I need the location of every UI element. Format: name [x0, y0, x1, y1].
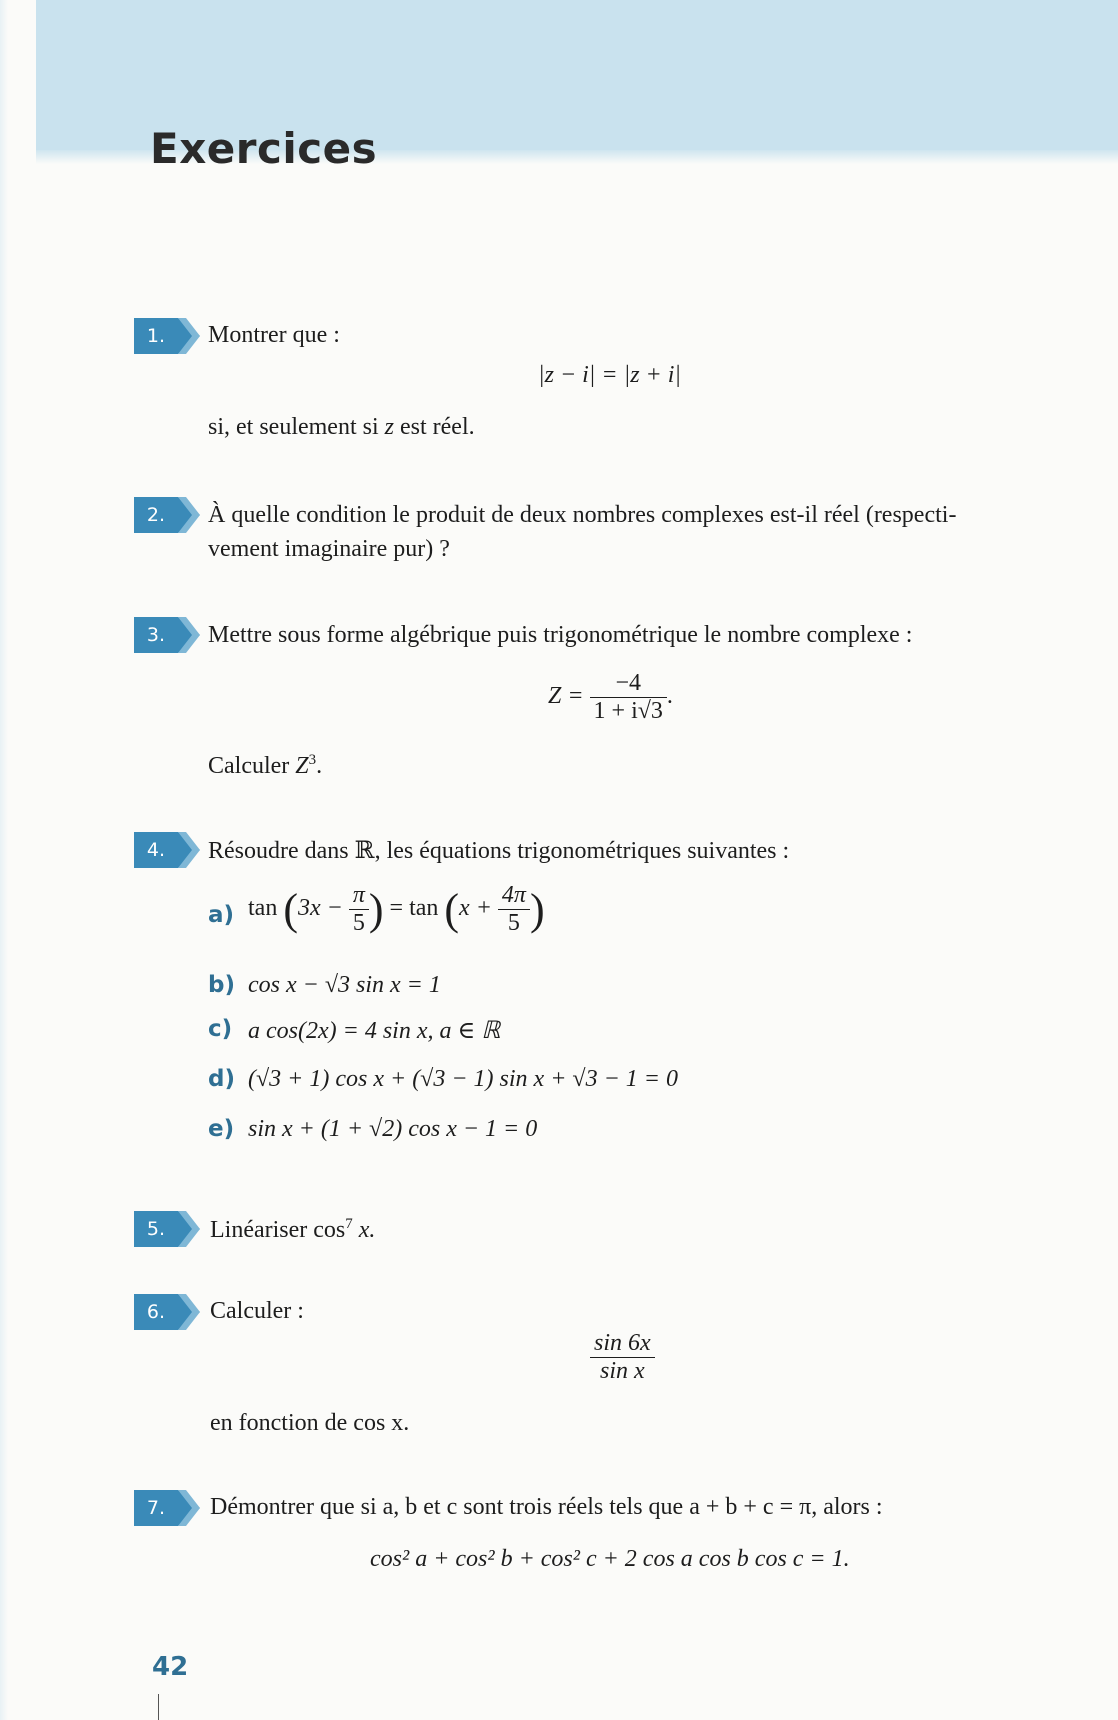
exercise-number: 5.: [146, 1218, 166, 1240]
exercise-5-text: Linéariser $\cos^7 x$.: [210, 1216, 376, 1243]
page-number-rule: [158, 1694, 159, 1720]
exercise-badge: [134, 1211, 200, 1247]
exercise-number: 4.: [146, 839, 166, 861]
exercise-number: 3.: [146, 624, 166, 646]
exercise-1-formula: |z − i| = |z + i|: [538, 362, 681, 388]
equation-d: (√3 + 1) cos x + (√3 − 1) sin x + √3 − 1 = 0: [248, 1066, 678, 1092]
exercise-badge: [134, 318, 200, 354]
exercise-2-line-1: À quelle condition le produit de deux nombres complexes est-il réel (respecti-: [208, 502, 957, 528]
page-title: Exercices: [150, 124, 378, 173]
exercise-number: 2.: [146, 504, 166, 526]
item-label: d): [208, 1066, 235, 1092]
exercise-badge: [134, 497, 200, 533]
page-edge-shade: [0, 0, 8, 1720]
exercise-3-formula: Z = $\frac{-4}{1 + i√3}$ .: [548, 670, 673, 724]
exercise-badge: [134, 1294, 200, 1330]
exercise-6-intro: Calculer :: [210, 1298, 304, 1324]
exercise-number: 7.: [146, 1497, 166, 1519]
exercise-7-intro: Démontrer que si a, b et c sont trois réels tels que a + b + c = π, alors :: [210, 1494, 883, 1520]
exercise-1-conclusion: si, et seulement si z est réel.: [208, 414, 475, 440]
exercise-badge: [134, 617, 200, 653]
item-label: e): [208, 1116, 235, 1142]
equation-b: cos x − √3 sin x = 1: [248, 972, 441, 998]
item-label: b): [208, 972, 235, 998]
exercise-number: 1.: [146, 325, 166, 347]
exercise-number: 6.: [146, 1301, 166, 1323]
exercise-3-question: Calculer $Z^3$.: [208, 752, 323, 779]
exercise-badge: [134, 1490, 200, 1526]
equation-c: a cos(2x) = 4 sin x, a ∈ ℝ: [248, 1018, 501, 1044]
exercise-6-conclusion: en fonction de cos x.: [210, 1410, 410, 1436]
item-label: c): [208, 1016, 233, 1042]
equation-a: tan (3x − $\frac{\pi}{5}$ ) = tan (x + $\frac{4\pi}{5}$ ): [248, 882, 545, 936]
exercise-2-line-2: vement imaginaire pur) ?: [208, 536, 450, 562]
exercise-7-formula: cos² a + cos² b + cos² c + 2 cos a cos b cos c = 1.: [370, 1546, 850, 1572]
exercise-badge: [134, 832, 200, 868]
exercise-6-formula: $\frac{\sin 6x}{\text{sin x}}$: [590, 1330, 655, 1385]
page-number: 42: [152, 1652, 189, 1682]
equation-e: sin x + (1 + √2) cos x − 1 = 0: [248, 1116, 538, 1142]
exercise-3-intro: Mettre sous forme algébrique puis trigonométrique le nombre complexe :: [208, 622, 913, 648]
item-label: a): [208, 902, 235, 928]
exercise-1-intro: Montrer que :: [208, 322, 340, 348]
exercise-4-intro: Résoudre dans ℝ, les équations trigonométriques suivantes :: [208, 838, 790, 864]
